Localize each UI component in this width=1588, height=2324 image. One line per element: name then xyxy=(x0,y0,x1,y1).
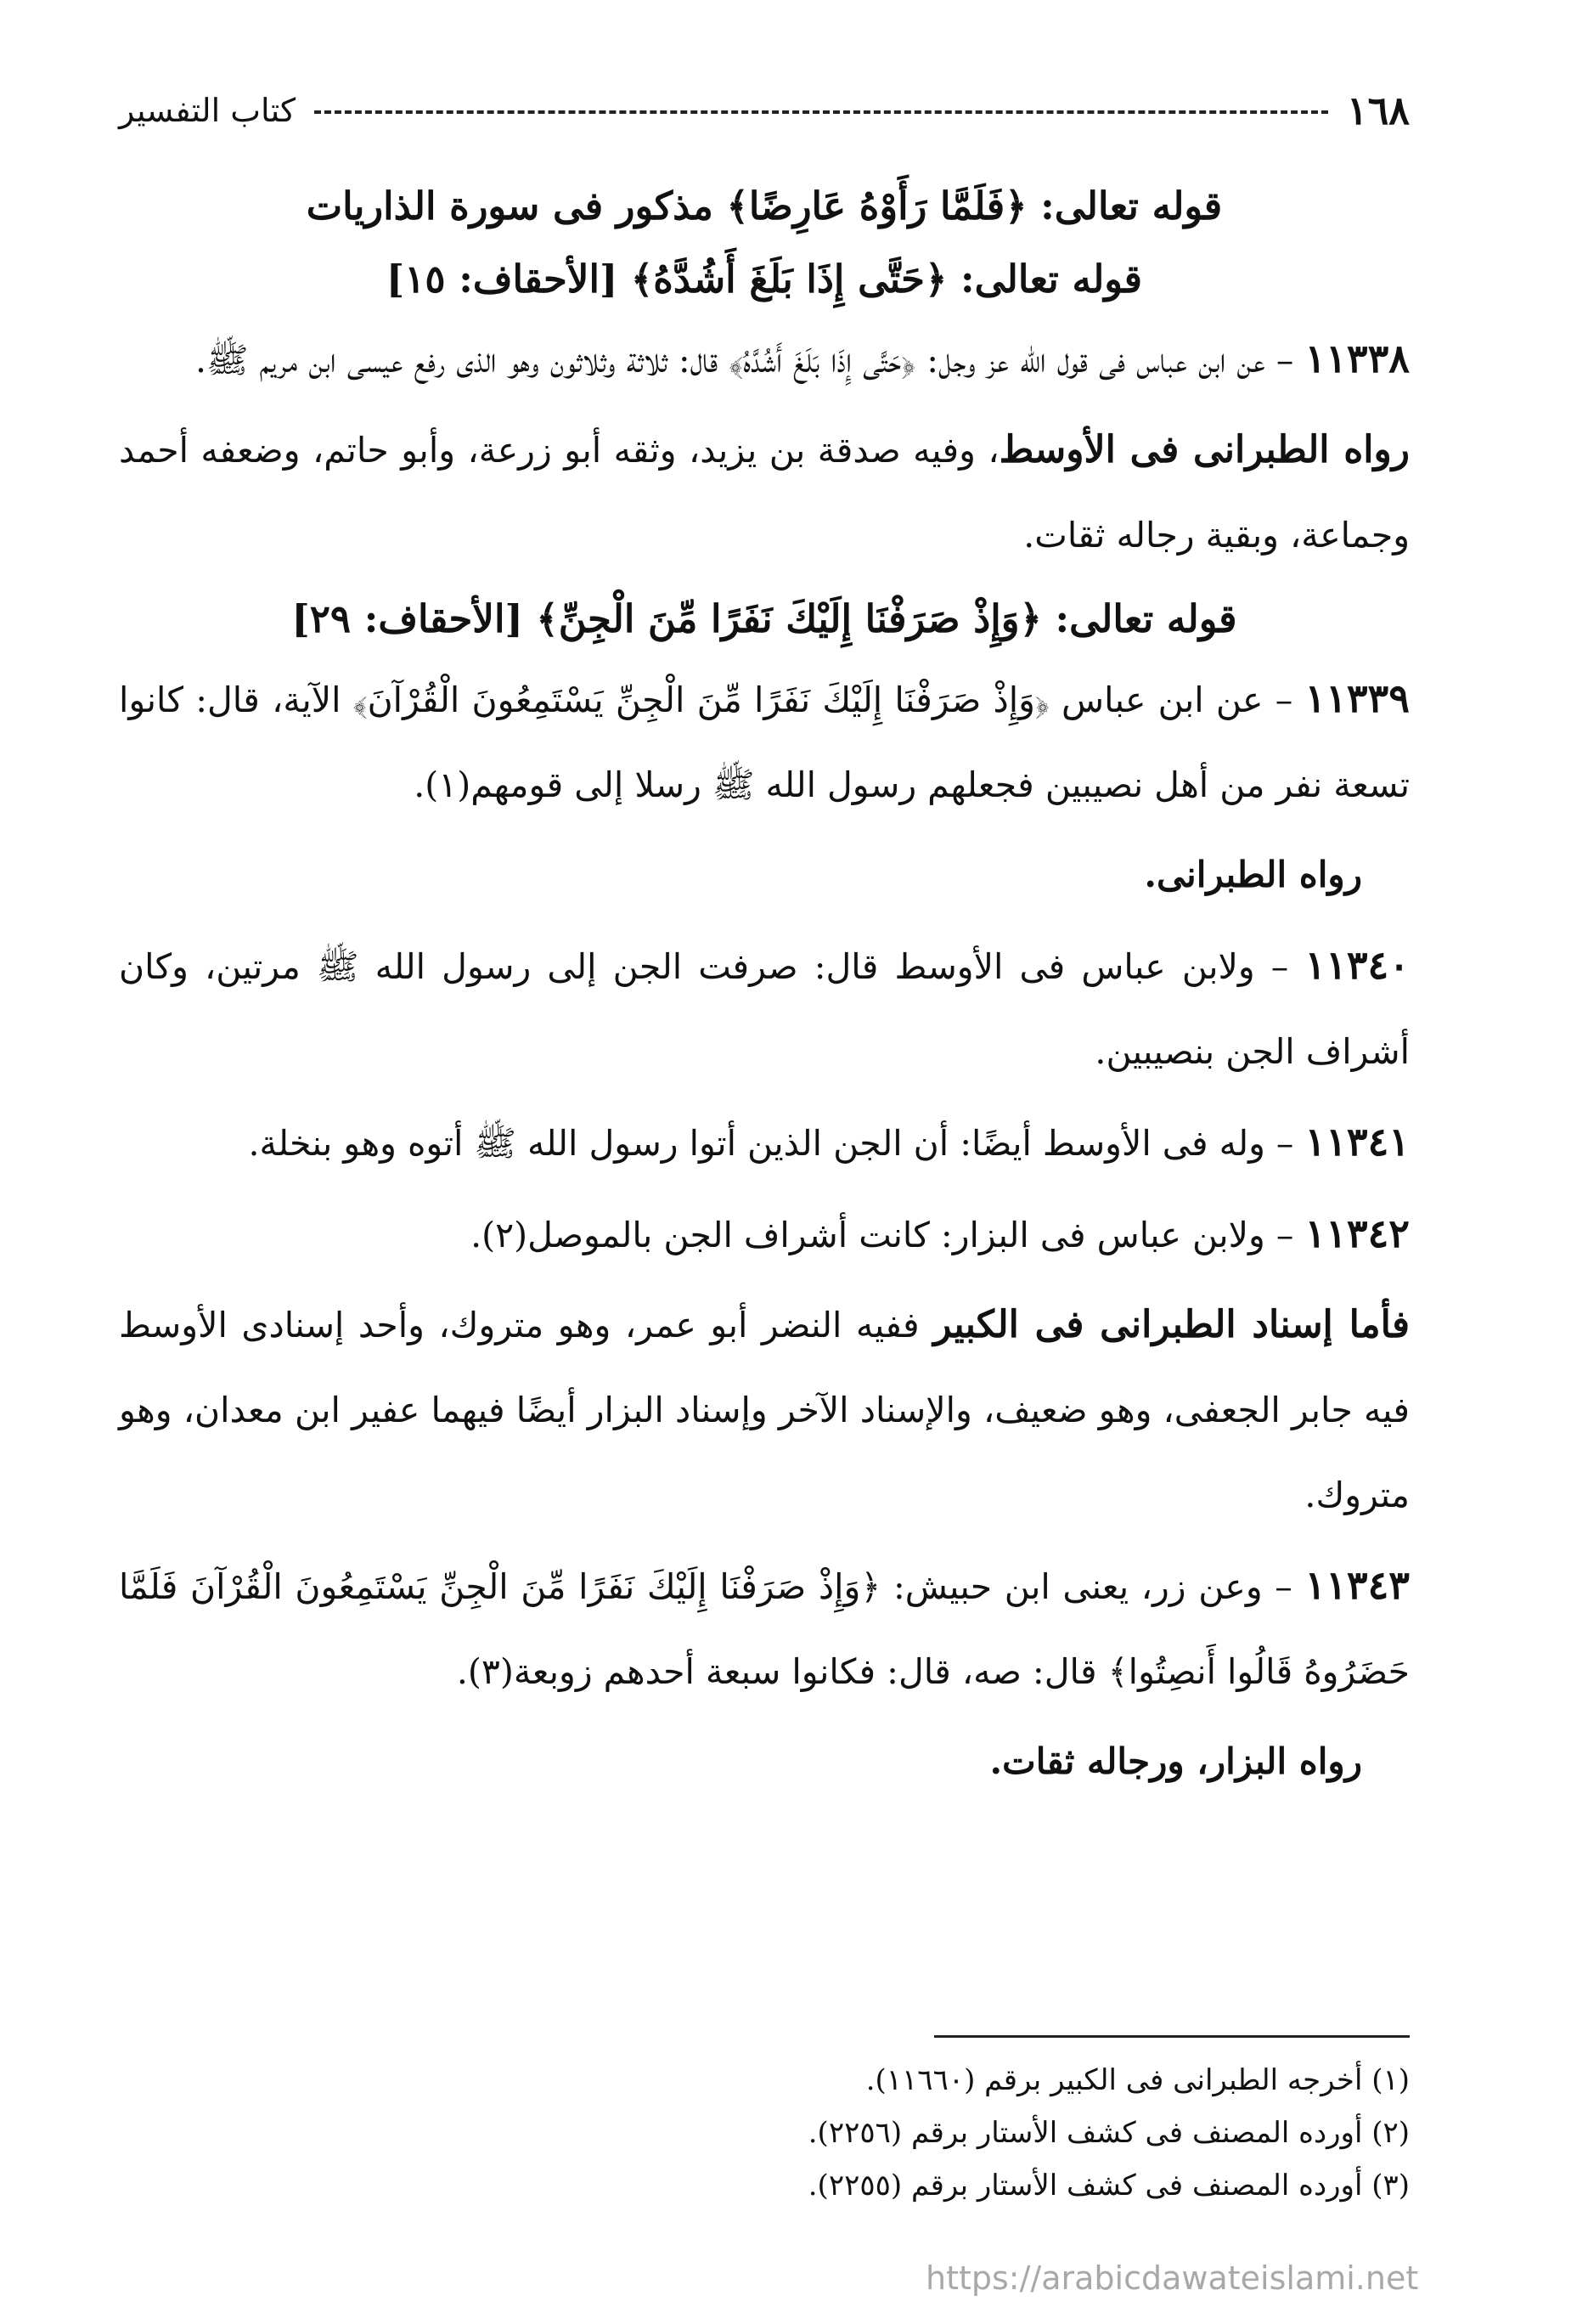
source-reference: فأما إسناد الطبرانى فى الكبير xyxy=(933,1303,1411,1346)
page-body xyxy=(119,170,1410,1809)
hadith-11340 xyxy=(119,922,1410,1094)
source-reference: رواه البزار، ورجاله ثقات. xyxy=(989,1740,1362,1782)
footnotes xyxy=(119,2054,1410,2212)
header-dashed-rule xyxy=(314,110,1328,114)
hadith-11339 xyxy=(119,656,1410,827)
section-heading: قوله تعالى: ﴿وَإِذْ صَرَفْنَا إِلَيْكَ نَفَرًا مِّنَ الْجِنِّ﴾ [الأحقاف: ٢٩] xyxy=(291,596,1237,641)
hadith-number: ١١٣٤٣ xyxy=(1304,1562,1410,1608)
site-watermark: https://arabicdawateislami.net xyxy=(926,2259,1419,2297)
hadith-number: ١١٣٣٨ xyxy=(1304,336,1410,381)
page-number: ١٦٨ xyxy=(1346,87,1410,133)
hadith-number: ١١٣٤١ xyxy=(1304,1119,1410,1165)
hadith-number: ١١٣٤٠ xyxy=(1304,942,1410,988)
hadith-text: – ولابن عباس فى البزار: كانت أشراف الجن بالموصل(٢). xyxy=(470,1215,1294,1255)
source-reference: رواه الطبرانى. xyxy=(1144,854,1362,895)
source-commentary: ، وفيه صدقة بن يزيد، وثقه أبو زرعة، وأبو حاتم، وضعفه أحمد وجماعة، وبقية رجاله ثقات. xyxy=(119,430,1410,556)
hadith-text: – وعن زر، يعنى ابن حبيش: ﴿وَإِذْ صَرَفْنَا إِلَيْكَ نَفَرًا مِّنَ الْجِنِّ يَسْتَمِعُونَ الْقُرْآنَ فَلَمَّا حَضَرُوهُ قَالُوا أَنصِتُوا﴾ قال: صه، قال: فكانوا سبعة أحدهم زوبعة(٣). xyxy=(119,1566,1410,1692)
section-heading: قوله تعالى: ﴿فَلَمَّا رَأَوْهُ عَارِضًا﴾ مذكور فى سورة الذاريات xyxy=(306,183,1223,228)
hadith-text: – وله فى الأوسط أيضًا: أن الجن الذين أتوا رسول الله ﷺ أتوه وهو بنخلة. xyxy=(248,1123,1294,1164)
source-reference: رواه الطبرانى فى الأوسط xyxy=(999,428,1410,471)
hadith-11343 xyxy=(119,1543,1410,1714)
hadith-11339-source xyxy=(119,832,1410,917)
isnad-commentary xyxy=(119,1283,1410,1537)
footnote: (٣) أورده المصنف فى كشف الأستار برقم (٢٢٥٥). xyxy=(808,2169,1410,2203)
section-heading: قوله تعالى: ﴿حَتَّى إِذَا بَلَغَ أَشُدَّهُ﴾ [الأحقاف: ١٥] xyxy=(386,257,1143,302)
hadith-11343-source xyxy=(119,1719,1410,1804)
hadith-11338 xyxy=(119,316,1410,403)
hadith-number: ١١٣٤٢ xyxy=(1304,1210,1410,1256)
book-title: كتاب التفسير xyxy=(119,92,296,129)
hadith-text: – عن ابن عباس فى قول الله عز وجل: ﴿حَتَّى إِذَا بَلَغَ أَشُدَّهُ﴾ قال: ثلاثة وثلاثون وهو الذى رفع عيسى ابن مريم ﷺ. xyxy=(195,340,1294,381)
running-head xyxy=(119,85,1410,136)
footnote-separator xyxy=(934,2035,1410,2038)
footnote: (٢) أورده المصنف فى كشف الأستار برقم (٢٢٥٦). xyxy=(808,2116,1410,2150)
hadith-text: – ولابن عباس فى الأوسط قال: صرفت الجن إلى رسول الله ﷺ مرتين، وكان أشراف الجن بنصيبين. xyxy=(119,946,1410,1072)
book-page xyxy=(119,0,1410,2324)
hadith-11341 xyxy=(119,1099,1410,1186)
hadith-text: – عن ابن عباس ﴿وَإِذْ صَرَفْنَا إِلَيْكَ نَفَرًا مِّنَ الْجِنِّ يَسْتَمِعُونَ الْقُرْآنَ﴾ الآية، قال: كانوا تسعة نفر من أهل نصيبين فجعلهم رسول الله ﷺ رسلا إلى قومهم(١). xyxy=(119,680,1410,805)
source-commentary: ففيه النضر أبو عمر، وهو متروك، وأحد إسنادى الأوسط فيه جابر الجعفى، وهو ضعيف، والإسناد الآخر وإسناد البزار أيضًا فيهما عفير ابن معدان، وهو متروك. xyxy=(119,1305,1410,1515)
footnote: (١) أخرجه الطبرانى فى الكبير برقم (١١٦٦٠). xyxy=(865,2063,1410,2097)
hadith-number: ١١٣٣٩ xyxy=(1304,675,1410,721)
hadith-11338-source xyxy=(119,408,1410,578)
hadith-11342 xyxy=(119,1191,1410,1278)
